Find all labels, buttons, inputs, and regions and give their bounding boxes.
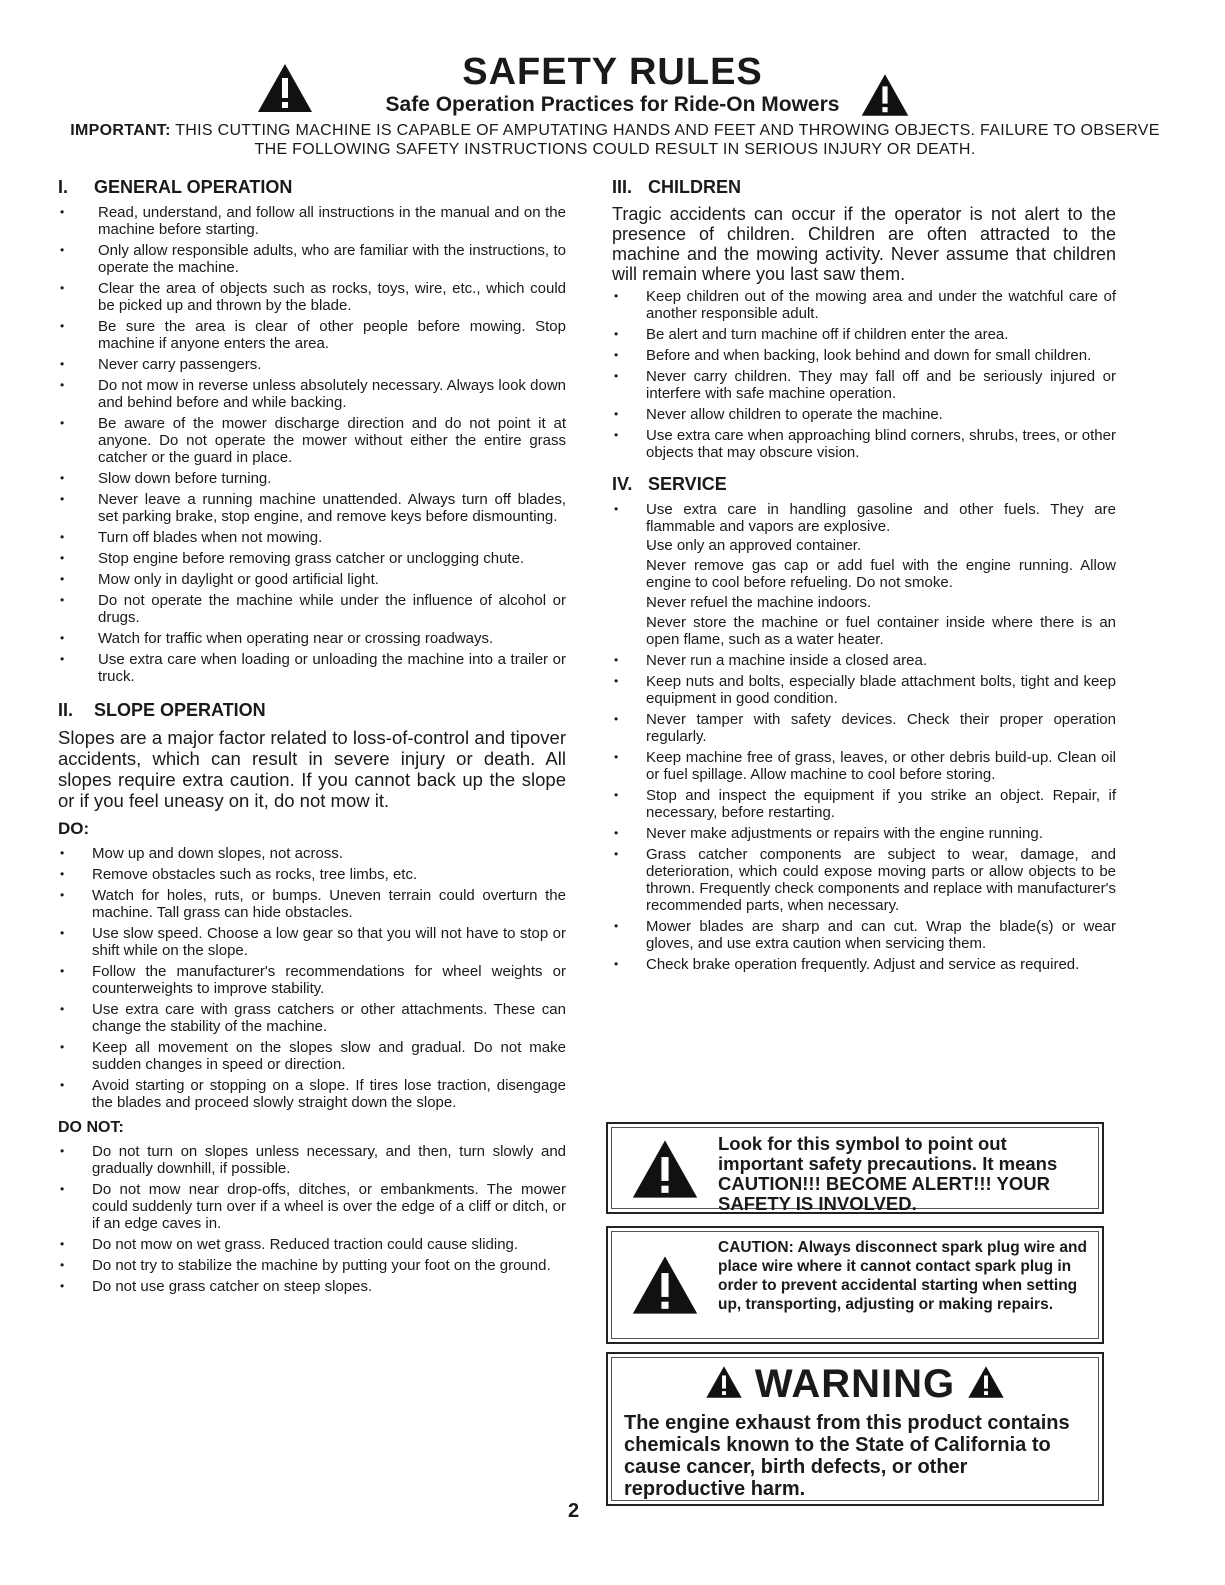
- important-label: IMPORTANT:: [70, 122, 171, 139]
- list-item: • Stop and inspect the equipment if you strike an object. Repair, if necessary, before restarting.: [612, 787, 1116, 821]
- sub-list-item: - Never remove gas cap or add fuel with the engine running. Allow engine to cool before refueling. Do not smoke.: [612, 557, 1116, 591]
- warning-triangle-icon: [967, 1365, 1005, 1399]
- warning-text: The engine exhaust from this product contains chemicals known to the State of California to cause cancer, birth defects, or other reproductive harm.: [624, 1412, 1070, 1500]
- list-item: • Mower blades are sharp and can cut. Wrap the blade(s) or wear gloves, and use extra caution when servicing them.: [612, 918, 1116, 952]
- list-item: • Never carry children. They may fall off and be seriously injured or interfere with safe machine operation.: [612, 368, 1116, 402]
- list-item: • Do not mow in reverse unless absolutely necessary. Always look down and behind before and while backing.: [58, 377, 566, 411]
- section-service-heading: IV. SERVICE: [612, 474, 727, 494]
- list-item: • Never make adjustments or repairs with the engine running.: [612, 825, 1116, 842]
- safety-symbol-text: Look for this symbol to point out important safety precautions. It means CAUTION!!! BECOME ALERT!!! YOUR SAFETY IS INVOLVED.: [718, 1133, 1058, 1214]
- list-item: • Use slow speed. Choose a low gear so that you will not have to stop or shift while on the slope.: [58, 925, 566, 959]
- page-title: SAFETY RULES: [462, 51, 763, 93]
- general-rules-list: [58, 204, 566, 685]
- section-slope-heading: II. SLOPE OPERATION: [58, 700, 266, 720]
- slope-intro: Slopes are a major factor related to loss-of-control and tipover accidents, which can result in severe injury or death. All slopes require extra caution. If you cannot back up the slope or if you feel uneasy on it, do not mow it.: [58, 727, 566, 811]
- warning-triangle-icon: [705, 1365, 743, 1399]
- list-item: • Keep all movement on the slopes slow and gradual. Do not make sudden changes in speed or direction.: [58, 1039, 566, 1073]
- important-text: THIS CUTTING MACHINE IS CAPABLE OF AMPUTATING HANDS AND FEET AND THROWING OBJECTS. FAILURE TO OBSERVE THE FOLLOWING SAFETY INSTRUCTIONS COULD RESULT IN SERIOUS INJURY OR DEATH.: [175, 122, 1160, 158]
- section-general-heading: I. GENERAL OPERATION: [58, 177, 293, 197]
- caution-text: CAUTION: Always disconnect spark plug wire and place wire where it cannot contact spark plug in order to prevent accidental starting when setting up, transporting, adjusting or making repairs.: [718, 1239, 1087, 1313]
- important-notice: [60, 121, 1170, 159]
- left-column: [58, 176, 566, 1299]
- list-item: • Use extra care when approaching blind corners, shrubs, trees, or other objects that may obscure vision.: [612, 427, 1116, 461]
- list-item: • Keep children out of the mowing area and under the watchful care of another responsible adult.: [612, 288, 1116, 322]
- list-item: • Do not mow on wet grass. Reduced traction could cause sliding.: [58, 1236, 566, 1253]
- list-item: • Clear the area of objects such as rocks, toys, wire, etc., which could be picked up and thrown by the blade.: [58, 280, 566, 314]
- list-item: • Mow up and down slopes, not across.: [58, 845, 566, 862]
- list-item: • Never leave a running machine unattended. Always turn off blades, set parking brake, stop engine, and remove keys before dismounting.: [58, 491, 566, 525]
- warning-box: [606, 1352, 1104, 1506]
- do-not-heading: DO NOT:: [58, 1119, 124, 1136]
- warning-triangle-icon: [256, 62, 314, 114]
- list-item: • Check brake operation frequently. Adjust and service as required.: [612, 956, 1116, 973]
- page-number: 2: [568, 1500, 580, 1522]
- list-item: • Never allow children to operate the machine.: [612, 406, 1116, 423]
- list-item: • Watch for traffic when operating near or crossing roadways.: [58, 630, 566, 647]
- warning-triangle-icon: [630, 1138, 700, 1200]
- fuel-sublist: [612, 537, 1116, 648]
- slope-do-list: [58, 845, 566, 1111]
- list-item: • Be alert and turn machine off if children enter the area.: [612, 326, 1116, 343]
- list-item: • Follow the manufacturer's recommendations for wheel weights or counterweights to improve stability.: [58, 963, 566, 997]
- sub-list-item: - Never refuel the machine indoors.: [612, 594, 1116, 611]
- list-item: • Never carry passengers.: [58, 356, 566, 373]
- list-item: • Do not try to stabilize the machine by putting your foot on the ground.: [58, 1257, 566, 1274]
- list-item: • Read, understand, and follow all instructions in the manual and on the machine before starting.: [58, 204, 566, 238]
- sub-list-item: - Use only an approved container.: [612, 537, 1116, 554]
- right-column: [612, 176, 1116, 977]
- list-item: • Do not turn on slopes unless necessary, and then, turn slowly and gradually downhill, if possible.: [58, 1143, 566, 1177]
- list-item: • Do not use grass catcher on steep slopes.: [58, 1278, 566, 1295]
- sub-list-item: - Never store the machine or fuel container inside where there is an open flame, such as a water heater.: [612, 614, 1116, 648]
- list-item: • Use extra care with grass catchers or other attachments. These can change the stability of the machine.: [58, 1001, 566, 1035]
- list-item: • Mow only in daylight or good artificial light.: [58, 571, 566, 588]
- list-item: • Be sure the area is clear of other people before mowing. Stop machine if anyone enters the area.: [58, 318, 566, 352]
- list-item: • Do not mow near drop-offs, ditches, or embankments. The mower could suddenly turn over if a wheel is over the edge of a cliff or ditch, or if an edge caves in.: [58, 1181, 566, 1232]
- warning-triangle-icon: [860, 72, 910, 118]
- list-item: • Never tamper with safety devices. Check their proper operation regularly.: [612, 711, 1116, 745]
- page-subtitle: Safe Operation Practices for Ride-On Mowers: [385, 93, 840, 116]
- children-intro: Tragic accidents can occur if the operator is not alert to the presence of children. Children are often attracted to the machine and the mowing activity. Never assume that children will remain where you last saw them.: [612, 204, 1116, 284]
- list-item: • Stop engine before removing grass catcher or unclogging chute.: [58, 550, 566, 567]
- list-item: • Use extra care in handling gasoline and other fuels. They are flammable and vapors are explosive. - Use only an approved container. - Never remove gas cap or add fuel with the engine running. Allow engine to cool before refueling. Do not smoke. - Never refuel the machine indoors. - Never store the machine or fuel container inside where there is an open flame, such as a water heater.: [612, 501, 1116, 648]
- children-rules-list: [612, 288, 1116, 461]
- list-item: • Turn off blades when not mowing.: [58, 529, 566, 546]
- list-item: • Remove obstacles such as rocks, tree limbs, etc.: [58, 866, 566, 883]
- list-item: • Keep nuts and bolts, especially blade attachment bolts, tight and keep equipment in good condition.: [612, 673, 1116, 707]
- section-children-heading: III. CHILDREN: [612, 177, 741, 197]
- list-item: • Before and when backing, look behind and down for small children.: [612, 347, 1116, 364]
- list-item: • Avoid starting or stopping on a slope. If tires lose traction, disengage the blades and proceed slowly straight down the slope.: [58, 1077, 566, 1111]
- safety-symbol-box: [606, 1122, 1104, 1214]
- warning-title: WARNING: [608, 1362, 1102, 1407]
- slope-do-not-list: [58, 1143, 566, 1295]
- list-item: • Only allow responsible adults, who are familiar with the instructions, to operate the machine.: [58, 242, 566, 276]
- list-item: • Never run a machine inside a closed area.: [612, 652, 1116, 669]
- caution-box: [606, 1226, 1104, 1344]
- page-header: [0, 52, 1225, 118]
- service-rules-list: [612, 501, 1116, 973]
- list-item: • Grass catcher components are subject to wear, damage, and deterioration, which could expose moving parts or allow objects to be thrown. Frequently check components and replace with manufacturer's recommended parts, when necessary.: [612, 846, 1116, 914]
- list-item: • Do not operate the machine while under the influence of alcohol or drugs.: [58, 592, 566, 626]
- list-item: • Slow down before turning.: [58, 470, 566, 487]
- list-item: • Keep machine free of grass, leaves, or other debris build-up. Clean oil or fuel spillage. Allow machine to cool before storing.: [612, 749, 1116, 783]
- do-heading: DO:: [58, 819, 90, 838]
- list-item: • Watch for holes, ruts, or bumps. Uneven terrain could overturn the machine. Tall grass can hide obstacles.: [58, 887, 566, 921]
- list-item: • Be aware of the mower discharge direction and do not point it at anyone. Do not operate the mower without either the entire grass catcher or the guard in place.: [58, 415, 566, 466]
- warning-triangle-icon: [630, 1254, 700, 1316]
- list-item: • Use extra care when loading or unloading the machine into a trailer or truck.: [58, 651, 566, 685]
